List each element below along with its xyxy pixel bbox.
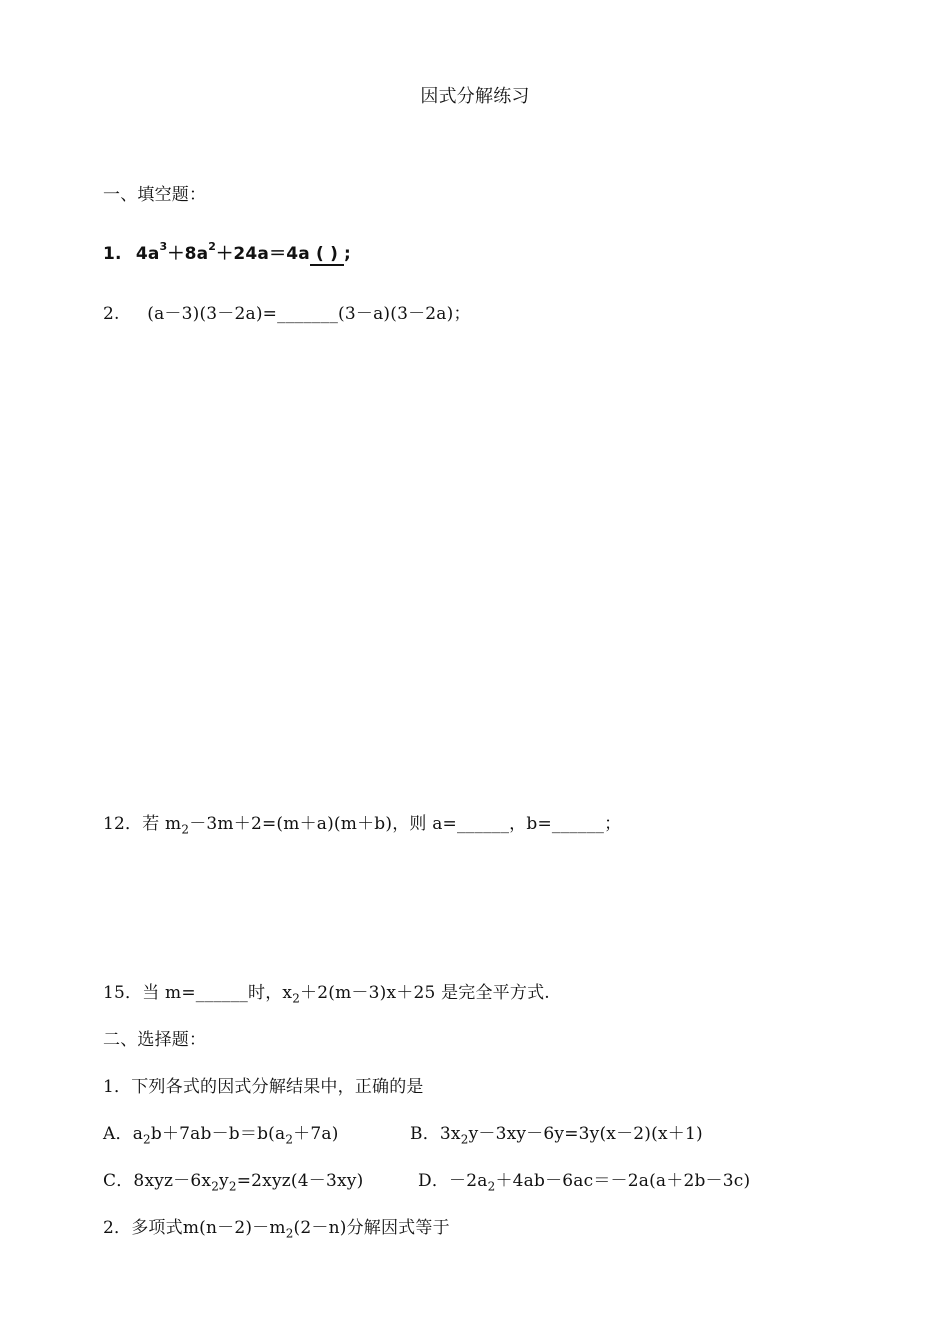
exponent: 2 xyxy=(208,240,217,254)
subscript: 2 xyxy=(211,1179,220,1194)
question-text: －3m＋2=(m＋a)(m＋b)，则 a=______，b=______； xyxy=(189,814,622,834)
equation-end: ; xyxy=(344,244,352,264)
fill-question-1 xyxy=(103,239,351,266)
option-text: a xyxy=(132,1124,144,1144)
question-text: ＋2(m－3)x＋25 是完全平方式. xyxy=(300,983,550,1003)
subscript: 2 xyxy=(292,991,301,1006)
option-text: ＋7a) xyxy=(293,1124,339,1144)
subscript: 2 xyxy=(228,1179,237,1194)
section1-heading: 一、填空题： xyxy=(103,185,207,205)
question-text: 2．多项式 xyxy=(103,1218,183,1238)
question-text: m xyxy=(165,814,182,834)
option-text: y－3xy－6y=3y(x－2)(x＋1) xyxy=(468,1124,703,1144)
question-text: m(n－2)－m xyxy=(182,1218,286,1238)
subscript: 2 xyxy=(460,1132,469,1147)
option-d[interactable] xyxy=(418,1166,750,1193)
question-number: 2. xyxy=(103,304,120,324)
option-text: 8xyz－6x xyxy=(133,1171,212,1191)
subscript: 2 xyxy=(285,1226,294,1241)
fill-question-12 xyxy=(103,809,621,836)
choice-question-1-stem: 1．下列各式的因式分解结果中，正确的是 xyxy=(103,1077,424,1097)
equation-term: ＋8a xyxy=(167,244,209,264)
question-text: (a－3)(3－2a)=_______(3－a)(3－2a)； xyxy=(147,304,471,324)
option-a[interactable] xyxy=(103,1119,339,1146)
subscript: 2 xyxy=(181,822,190,837)
fill-question-15 xyxy=(103,978,550,1005)
section2-heading: 二、选择题： xyxy=(103,1030,207,1050)
answer-blank[interactable]: ( ) xyxy=(310,244,344,266)
question-number: 12．若 xyxy=(103,814,160,834)
choice-question-2-stem xyxy=(103,1213,450,1240)
exponent: 3 xyxy=(159,240,168,254)
question-number: 15．当 xyxy=(103,983,160,1003)
option-c[interactable] xyxy=(103,1166,363,1193)
option-text: =2xyz(4－3xy) xyxy=(236,1171,364,1191)
page-title: 因式分解练习 xyxy=(420,86,530,107)
subscript: 2 xyxy=(487,1179,496,1194)
question-text: (2－n)分解因式等于 xyxy=(293,1218,450,1238)
subscript: 2 xyxy=(143,1132,151,1147)
fill-question-2 xyxy=(103,299,471,324)
option-label: D． xyxy=(418,1171,450,1191)
option-text: －2a xyxy=(449,1171,488,1191)
option-label: A． xyxy=(103,1124,133,1144)
option-text: b＋7ab－b＝b(a xyxy=(150,1124,286,1144)
option-text: 3x xyxy=(439,1124,461,1144)
subscript: 2 xyxy=(285,1132,294,1147)
equation-term: ＋24a＝4a xyxy=(216,244,310,264)
question-number: 1. xyxy=(103,244,122,264)
option-text: ＋4ab－6ac＝－2a(a＋2b－3c) xyxy=(495,1171,751,1191)
option-text: y xyxy=(219,1171,229,1191)
equation-term: 4a xyxy=(135,244,160,264)
option-label: B． xyxy=(410,1124,440,1144)
option-label: C． xyxy=(103,1171,134,1191)
question-text: m=______时，x xyxy=(165,983,293,1003)
option-b[interactable] xyxy=(410,1119,703,1146)
